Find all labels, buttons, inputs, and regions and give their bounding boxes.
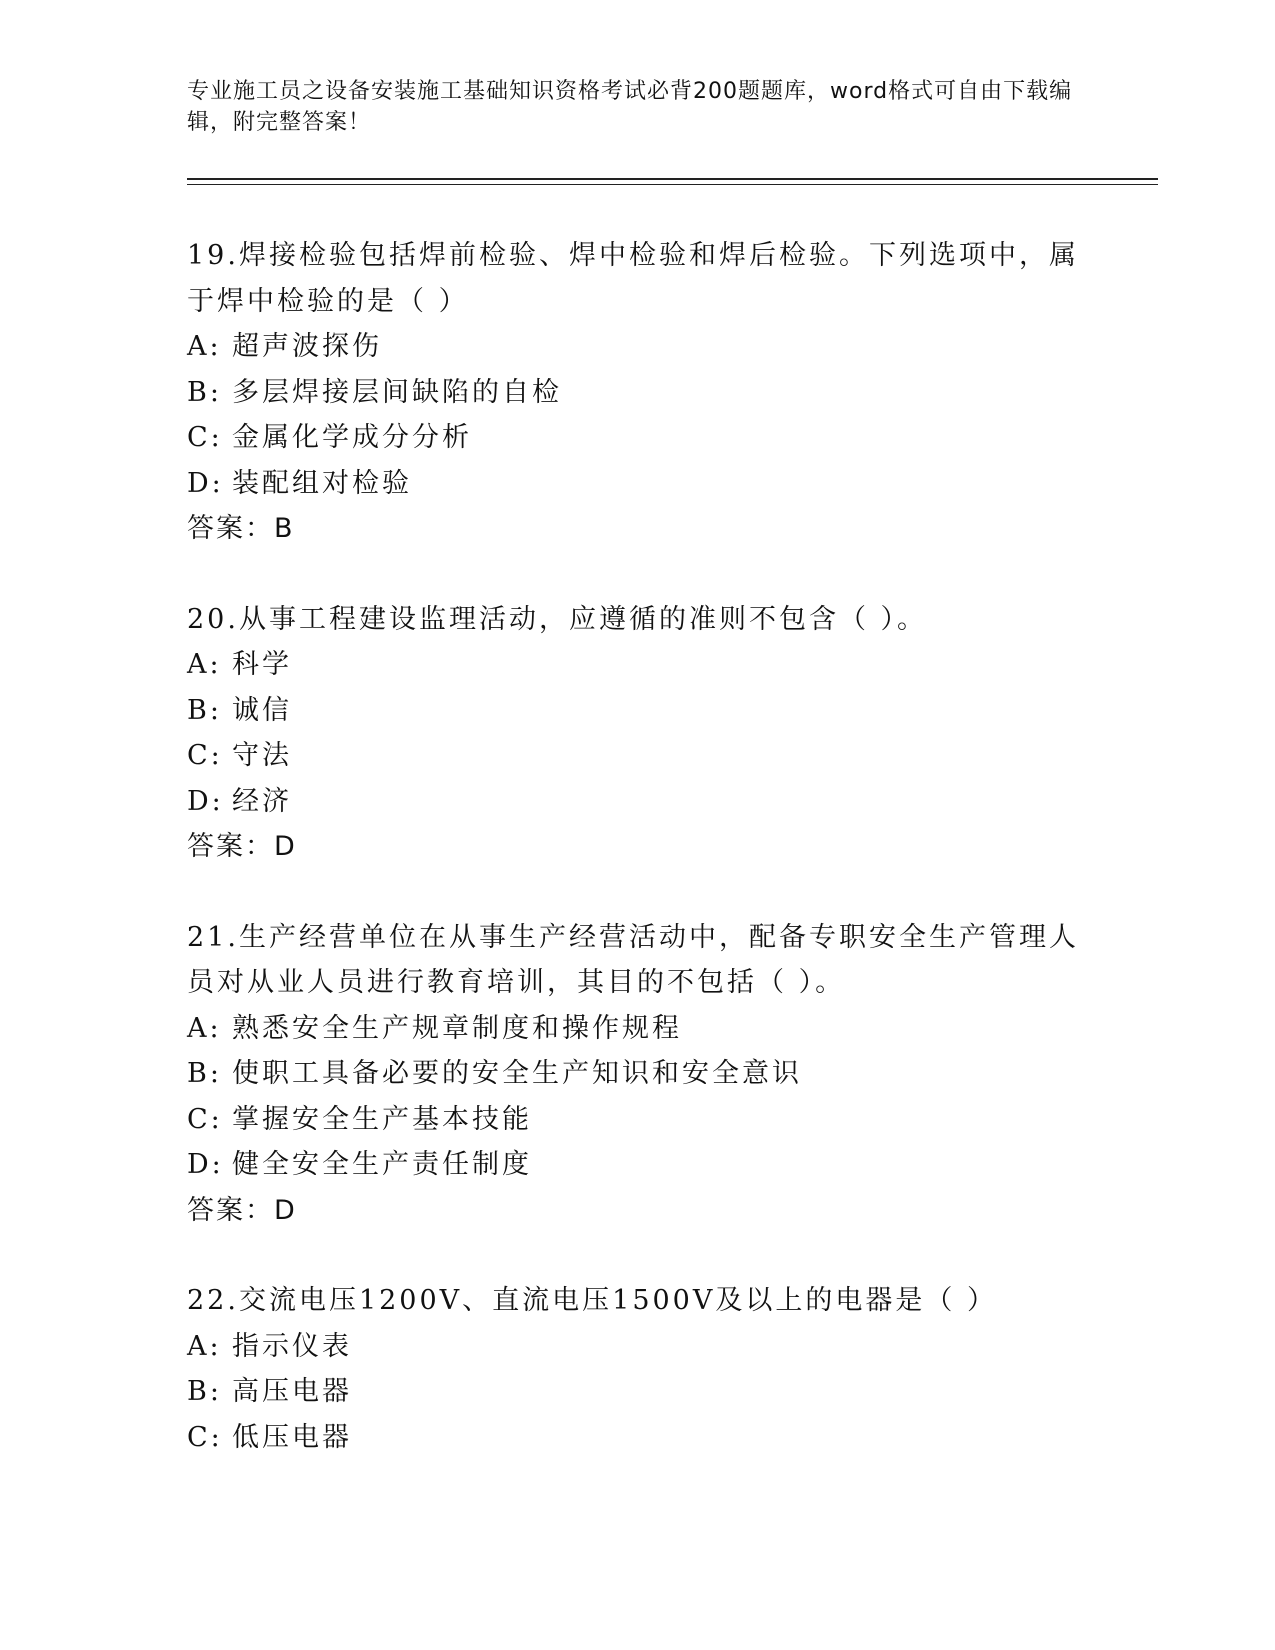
question-21 [187,915,1087,1234]
option-b [187,1051,1087,1097]
question-stem: 20.从事工程建设监理活动，应遵循的准则不包含（ ）。 [187,603,928,635]
option-b [187,1369,1087,1415]
option-c [187,733,1087,779]
option-text: 健全安全生产责任制度 [232,1149,532,1180]
option-key: D: [187,467,224,499]
option-text: 多层焊接层间缺陷的自检 [232,376,562,408]
answer-line: 答案：D [187,831,297,862]
option-text: 超声波探伤 [232,331,382,362]
option-text: 守法 [232,740,292,771]
option-text: 经济 [232,785,292,817]
option-key: C: [187,1421,223,1453]
question-22 [187,1278,1087,1460]
option-d [187,461,1087,507]
option-key: B: [187,376,222,408]
question-stem: 19.焊接检验包括焊前检验、焊中检验和焊后检验。下列选项中，属于焊中检验的是（ ） [187,240,1079,317]
header-divider-thick [187,178,1158,180]
option-key: B: [187,694,222,726]
option-key: D: [187,1149,224,1180]
answer-line: 答案：D [187,1194,297,1226]
option-key: C: [187,740,223,771]
option-a [187,1324,1087,1370]
question-20 [187,597,1087,870]
option-key: B: [187,1376,222,1407]
question-list [187,233,1087,1505]
option-key: A: [187,331,222,362]
answer-line: 答案：B [187,513,295,544]
option-a [187,642,1087,688]
option-key: A: [187,649,222,680]
option-key: C: [187,1103,223,1135]
option-text: 使职工具备必要的安全生产知识和安全意识 [232,1058,802,1089]
option-text: 低压电器 [232,1421,352,1453]
option-key: A: [187,1330,222,1362]
option-text: 金属化学成分分析 [232,422,472,453]
option-c [187,1415,1087,1461]
document-header: 专业施工员之设备安装施工基础知识资格考试必背200题题库，word格式可自由下载编辑，附完整答案！ [187,79,1073,135]
option-d [187,779,1087,825]
option-b [187,370,1087,416]
option-key: C: [187,422,223,453]
option-key: D: [187,785,224,817]
option-d [187,1142,1087,1188]
option-a [187,1006,1087,1052]
option-text: 指示仪表 [232,1330,352,1362]
option-b [187,688,1087,734]
option-text: 装配组对检验 [232,467,412,499]
question-stem: 21.生产经营单位在从事生产经营活动中，配备专职安全生产管理人员对从业人员进行教育培训，其目的不包括（ ）。 [187,921,1079,998]
option-a [187,324,1087,370]
option-text: 诚信 [232,694,292,726]
question-19 [187,233,1087,552]
option-text: 高压电器 [232,1376,352,1407]
option-c [187,1097,1087,1143]
question-stem: 22.交流电压1200V、直流电压1500V及以上的电器是（ ） [187,1285,997,1316]
option-text: 掌握安全生产基本技能 [232,1103,532,1135]
option-key: A: [187,1012,222,1044]
option-key: B: [187,1058,222,1089]
option-text: 熟悉安全生产规章制度和操作规程 [232,1012,682,1044]
header-divider-thin [187,184,1158,185]
option-c [187,415,1087,461]
option-text: 科学 [232,649,292,680]
